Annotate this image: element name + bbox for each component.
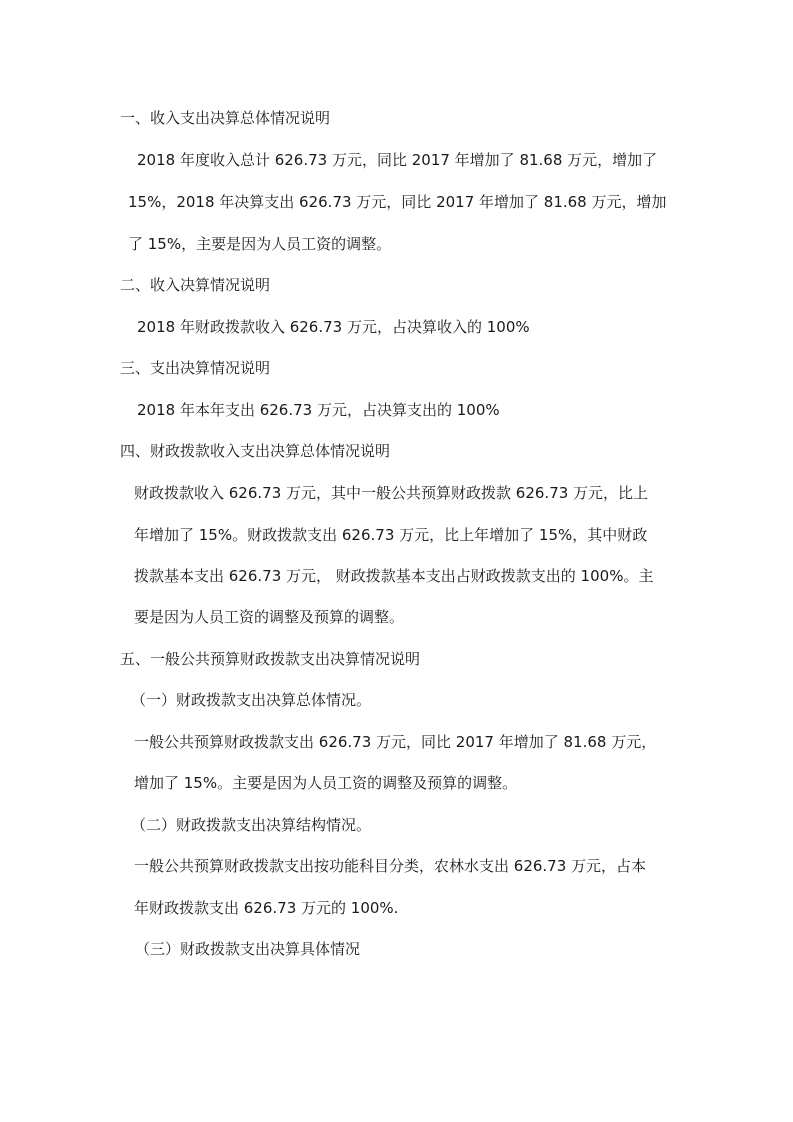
subsection-1-line-1: 一般公共预算财政拨款支出 626.73 万元，同比 2017 年增加了 81.68 万元， [134, 733, 657, 751]
section-3-heading: 三、支出决算情况说明 [120, 359, 271, 377]
section-1-line-1: 2018 年度收入总计 626.73 万元，同比 2017 年增加了 81.68 万元，增加了 [137, 151, 658, 169]
subsection-3-heading: （三）财政拨款支出决算具体情况 [135, 940, 361, 958]
section-4-line-1: 财政拨款收入 626.73 万元，其中一般公共预算财政拨款 626.73 万元，比上 [134, 484, 649, 502]
section-3-line-1: 2018 年本年支出 626.73 万元，占决算支出的 100% [137, 401, 500, 419]
subsection-2-line-2: 年财政拨款支出 626.73 万元的 100%. [134, 899, 399, 917]
section-4-line-3: 拨款基本支出 626.73 万元， 财政拨款基本支出占财政拨款支出的 100%。主 [134, 567, 654, 585]
section-1-line-2: 15%，2018 年决算支出 626.73 万元，同比 2017 年增加了 81.68 万元，增加 [128, 193, 667, 211]
subsection-2-line-1: 一般公共预算财政拨款支出按功能科目分类，农林水支出 626.73 万元，占本 [134, 857, 647, 875]
section-2-heading: 二、收入决算情况说明 [120, 276, 271, 294]
section-5-heading: 五、一般公共预算财政拨款支出决算情况说明 [120, 650, 421, 668]
section-4-line-2: 年增加了 15%。财政拨款支出 626.73 万元，比上年增加了 15%，其中财政 [134, 526, 648, 544]
subsection-1-heading: （一）财政拨款支出决算总体情况。 [131, 691, 372, 709]
section-2-line-1: 2018 年财政拨款收入 626.73 万元，占决算收入的 100% [137, 318, 530, 336]
section-1-heading: 一、收入支出决算总体情况说明 [120, 109, 331, 127]
section-4-heading: 四、财政拨款收入支出决算总体情况说明 [120, 442, 391, 460]
subsection-2-heading: （二）财政拨款支出决算结构情况。 [131, 816, 372, 834]
subsection-1-line-2: 增加了 15%。主要是因为人员工资的调整及预算的调整。 [134, 774, 518, 792]
section-4-line-4: 要是因为人员工资的调整及预算的调整。 [134, 608, 405, 626]
section-1-line-3: 了 15%，主要是因为人员工资的调整。 [128, 235, 392, 253]
